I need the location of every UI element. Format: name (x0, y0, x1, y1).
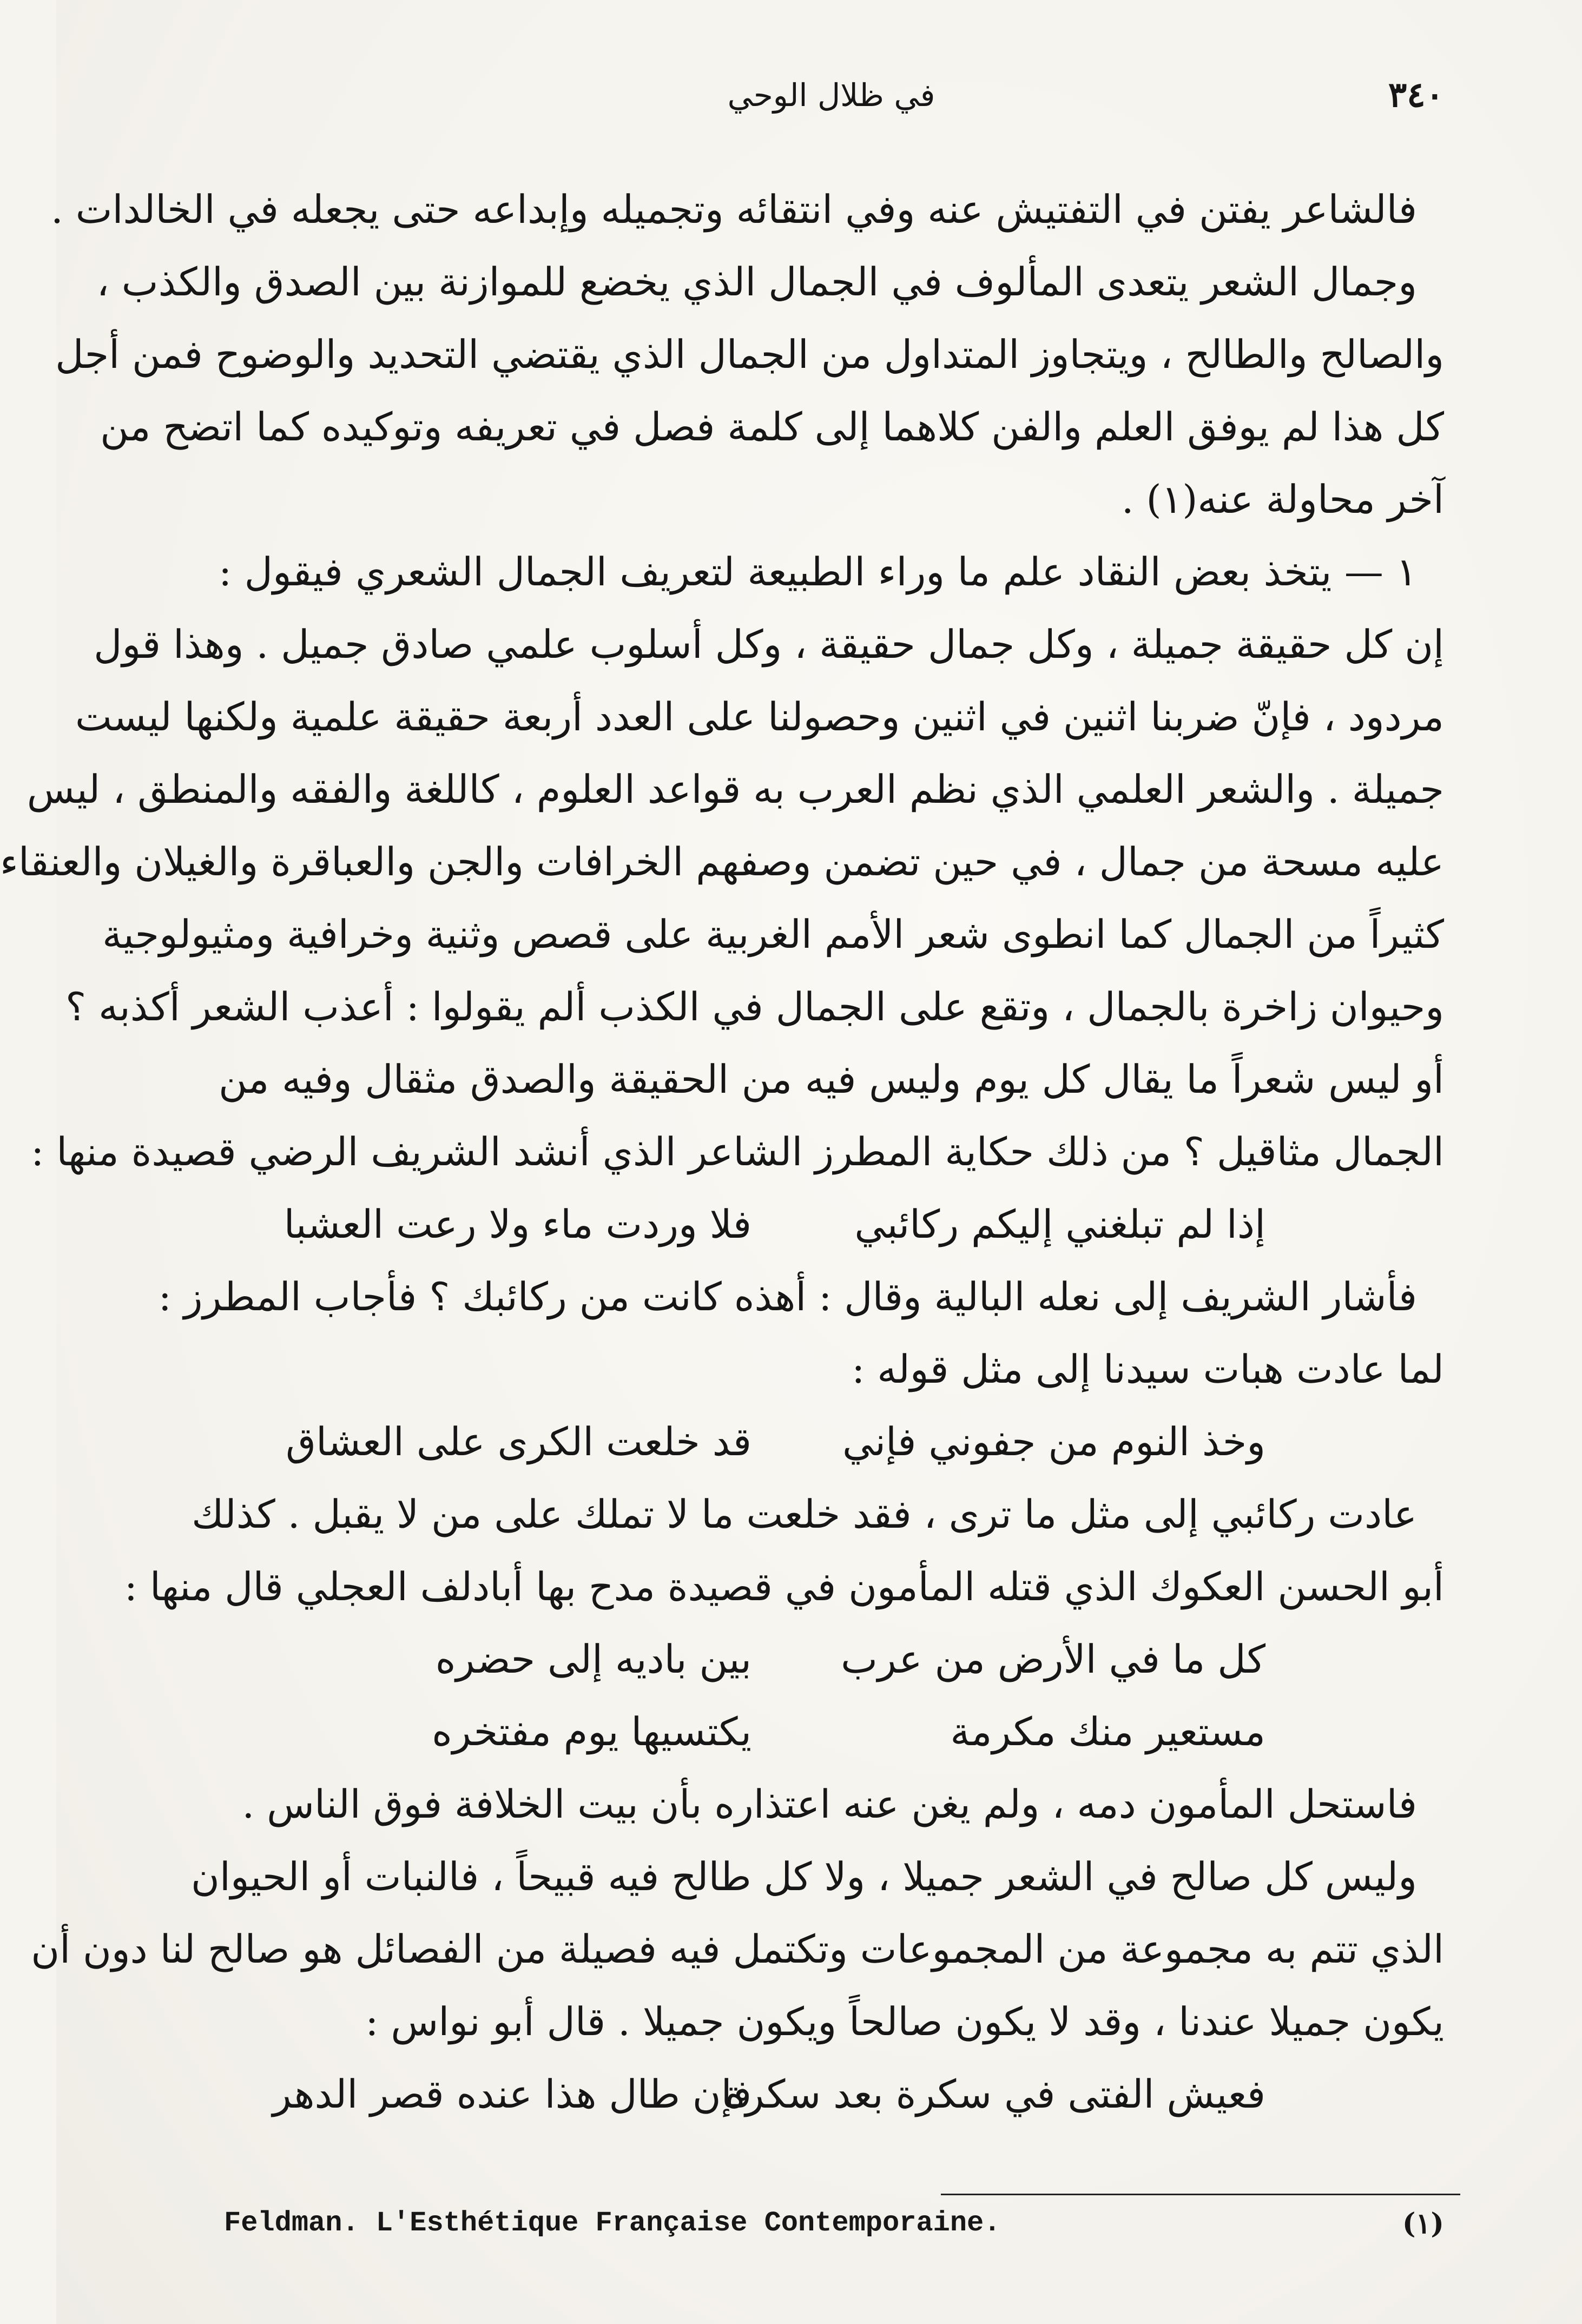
text-line: إن كل حقيقة جميلة ، وكل جمال حقيقة ، وكل أسلوب علمي صادق جميل . وهذا قول (94, 622, 1444, 667)
footnote (224, 2207, 1444, 2256)
text-line: فالشاعر يفتن في التفتيش عنه وفي انتقائه وتجميله وإبداعه حتى يجعله في الخالدات . (50, 187, 1417, 232)
poetry-verse (219, 2058, 1444, 2130)
verse-first-hemistich: كل ما في الأرض من عرب (841, 1636, 1265, 1682)
page-header (219, 75, 1444, 134)
text-line: آخر محاولة عنه(١) . (1121, 477, 1444, 522)
footnote-text: Feldman. L'Esthétique Française Contemporaine. (224, 2207, 1001, 2239)
footnote-marker: (١) (1402, 2207, 1444, 2240)
text-line: فأشار الشريف إلى نعله البالية وقال : أهذه كانت من ركائبك ؟ فأجاب المطرز : (158, 1274, 1417, 1319)
text-line: مردود ، فإنّ ضربنا اثنين في اثنين وحصولنا على العدد أربعة حقيقة علمية ولكنها ليست (75, 694, 1444, 740)
verse-second-hemistich: بين باديه إلى حضره (435, 1636, 752, 1682)
text-line: وجمال الشعر يتعدى المألوف في الجمال الذي يخضع للموازنة بين الصدق والكذب ، (96, 259, 1417, 305)
text-line: فاستحل المأمون دمه ، ولم يغن عنه اعتذاره بأن بيت الخلافة فوق الناس . (242, 1781, 1417, 1827)
poetry-verse (219, 1188, 1444, 1260)
text-line: كل هذا لم يوفق العلم والفن كلاهما إلى كلمة فصل في تعريفه وتوكيده كما اتضح من (100, 404, 1444, 450)
footnote-separator (941, 2194, 1460, 2195)
text-line: أو ليس شعراً ما يقال كل يوم وليس فيه من الحقيقة والصدق مثقال وفيه من (219, 1057, 1444, 1102)
poetry-verse (219, 1405, 1444, 1478)
verse-first-hemistich: فعيش الفتى في سكرة بعد سكرة (724, 2071, 1265, 2117)
text-line: لما عادت هبات سيدنا إلى مثل قوله : (852, 1346, 1444, 1392)
body-text (0, 173, 1444, 2130)
text-line: عليه مسحة من جمال ، في حين تضمن وصفهم الخرافات والجن والعباقرة والغيلان والعنقاء (0, 839, 1444, 884)
text-line: كثيراً من الجمال كما انطوى شعر الأمم الغربية على قصص وثنية وخرافية ومثيولوجية (102, 912, 1444, 957)
text-line: عادت ركائبي إلى مثل ما ترى ، فقد خلعت ما لا تملك على من لا يقبل . كذلك (192, 1491, 1417, 1537)
text-line: يكون جميلا عندنا ، وقد لا يكون صالحاً ويكون جميلا . قال أبو نواس : (365, 1999, 1444, 2044)
text-line: ١ — يتخذ بعض النقاد علم ما وراء الطبيعة لتعريف الجمال الشعري فيقول : (219, 549, 1417, 595)
page-number: ٣٤٠ (1388, 75, 1444, 115)
verse-first-hemistich: إذا لم تبلغني إليكم ركائبي (854, 1201, 1265, 1247)
text-line: وليس كل صالح في الشعر جميلا ، ولا كل طالح فيه قبيحاً ، فالنبات أو الحيوان (191, 1854, 1417, 1899)
text-line: أبو الحسن العكوك الذي قتله المأمون في قصيدة مدح بها أبادلف العجلي قال منها : (124, 1564, 1444, 1609)
verse-first-hemistich: وخذ النوم من جفوني فإني (842, 1419, 1265, 1464)
verse-first-hemistich: مستعير منك مكرمة (950, 1709, 1265, 1754)
text-line: وحيوان زاخرة بالجمال ، وتقع على الجمال في الكذب ألم يقولوا : أعذب الشعر أكذبه ؟ (65, 984, 1444, 1029)
poetry-verse (219, 1695, 1444, 1768)
running-title: في ظلال الوحي (727, 77, 935, 114)
text-line: جميلة . والشعر العلمي الذي نظم العرب به قواعد العلوم ، كاللغة والفقه والمنطق ، ليس (27, 767, 1444, 812)
verse-second-hemistich: يكتسيها يوم مفتخره (432, 1709, 752, 1754)
poetry-verse (219, 1623, 1444, 1695)
text-line: الذي تتم به مجموعة من المجموعات وتكتمل فيه فصيلة من الفصائل هو صالح لنا دون أن (31, 1926, 1444, 1972)
verse-second-hemistich: فلا وردت ماء ولا رعت العشبا (284, 1201, 752, 1247)
text-line: والصالح والطالح ، ويتجاوز المتداول من الجمال الذي يقتضي التحديد والوضوح فمن أجل (55, 332, 1444, 377)
verse-second-hemistich: قد خلعت الكرى على العشاق (286, 1419, 752, 1464)
verse-second-hemistich: فإن طال هذا عنده قصر الدهر (272, 2071, 752, 2117)
text-line: الجمال مثاقيل ؟ من ذلك حكاية المطرز الشاعر الذي أنشد الشريف الرضي قصيدة منها : (31, 1129, 1444, 1174)
